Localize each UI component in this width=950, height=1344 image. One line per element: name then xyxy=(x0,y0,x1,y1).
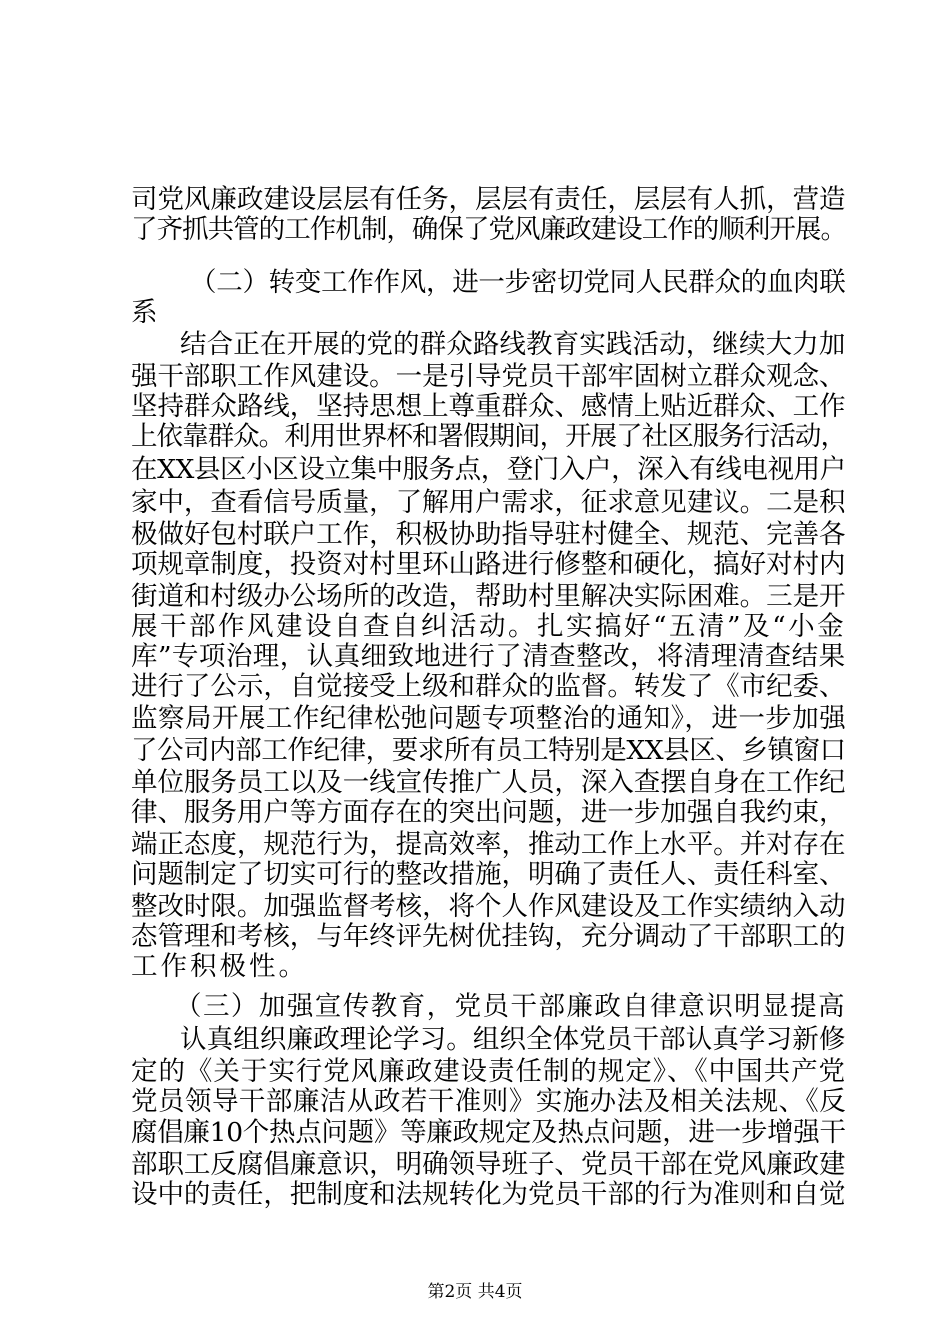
text-line: 上依靠群众。利用世界杯和署假期间，开展了社区服务行活动， xyxy=(131,421,846,452)
text-line: 部职工反腐倡廉意识，明确领导班子、党员干部在党风廉政建 xyxy=(131,1149,846,1180)
text-line: 在XX县区小区设立集中服务点，登门入户，深入有线电视用户 xyxy=(131,454,846,485)
text-line: 党员领导干部廉洁从政若干准则》实施办法及相关法规、《反 xyxy=(131,1086,847,1117)
text-line: 定的《关于实行党风廉政建设责任制的规定》、《中国共产党 xyxy=(131,1056,846,1087)
text-line: 监察局开展工作纪律松弛问题专项整治的通知》，进一步加强 xyxy=(131,703,847,734)
text-line: （二）转变工作作风，进一步密切党同人民群众的血肉联 xyxy=(190,267,846,298)
text-line: 极做好包村联户工作，积极协助指导驻村健全、规范、完善各 xyxy=(131,519,846,550)
page-footer: 第2页 共4页 xyxy=(427,1282,523,1302)
text-line: 工作积极性。 xyxy=(131,951,308,982)
text-line: 设中的责任，把制度和法规转化为党员干部的行为准则和自觉 xyxy=(131,1179,846,1210)
text-line: 端正态度，规范行为，提高效率，推动工作上水平。并对存在 xyxy=(131,829,846,860)
text-line: 单位服务员工以及一线宣传推广人员，深入查摆自身在工作纪 xyxy=(131,767,846,798)
text-line: 项规章制度，投资对村里环山路进行修整和硬化，搞好对村内 xyxy=(131,549,846,580)
text-line: 了公司内部工作纪律，要求所有员工特别是XX县区、乡镇窗口 xyxy=(131,735,846,766)
text-line: 进行了公示，自觉接受上级和群众的监督。转发了《市纪委、 xyxy=(131,671,846,702)
text-line: 认真组织廉政理论学习。组织全体党员干部认真学习新修 xyxy=(180,1024,846,1055)
text-line: 家中，查看信号质量，了解用户需求，征求意见建议。二是积 xyxy=(131,487,846,518)
text-line: 问题制定了切实可行的整改措施，明确了责任人、责任科室、 xyxy=(131,859,846,890)
text-line: 了齐抓共管的工作机制，确保了党风廉政建设工作的顺利开展。 xyxy=(131,214,846,245)
text-line: （三）加强宣传教育，党员干部廉政自律意识明显提高 xyxy=(175,991,846,1022)
text-line: 司党风廉政建设层层有任务，层层有责任，层层有人抓，营造 xyxy=(131,184,846,215)
text-line: 坚持群众路线，坚持思想上尊重群众、感情上贴近群众、工作 xyxy=(131,391,846,422)
text-line: 结合正在开展的党的群众路线教育实践活动，继续大力加 xyxy=(180,329,846,360)
text-line: 街道和村级办公场所的改造，帮助村里解决实际困难。三是开 xyxy=(131,581,846,612)
text-line: 律、服务用户等方面存在的突出问题，进一步加强自我约束， xyxy=(131,797,846,828)
text-line: 库”专项治理，认真细致地进行了清查整改，将清理清查结果 xyxy=(131,641,846,672)
text-line: 系 xyxy=(131,297,161,328)
text-line: 强干部职工作风建设。一是引导党员干部牢固树立群众观念、 xyxy=(131,361,846,392)
text-line: 整改时限。加强监督考核，将个人作风建设及工作实绩纳入动 xyxy=(131,891,846,922)
text-line: 态管理和考核，与年终评先树优挂钩，充分调动了干部职工的 xyxy=(131,921,846,952)
text-line: 展干部作风建设自查自纠活动。扎实搞好“五清”及“小金 xyxy=(131,611,847,642)
text-line: 腐倡廉10个热点问题》等廉政规定及热点问题，进一步增强干 xyxy=(131,1117,846,1148)
